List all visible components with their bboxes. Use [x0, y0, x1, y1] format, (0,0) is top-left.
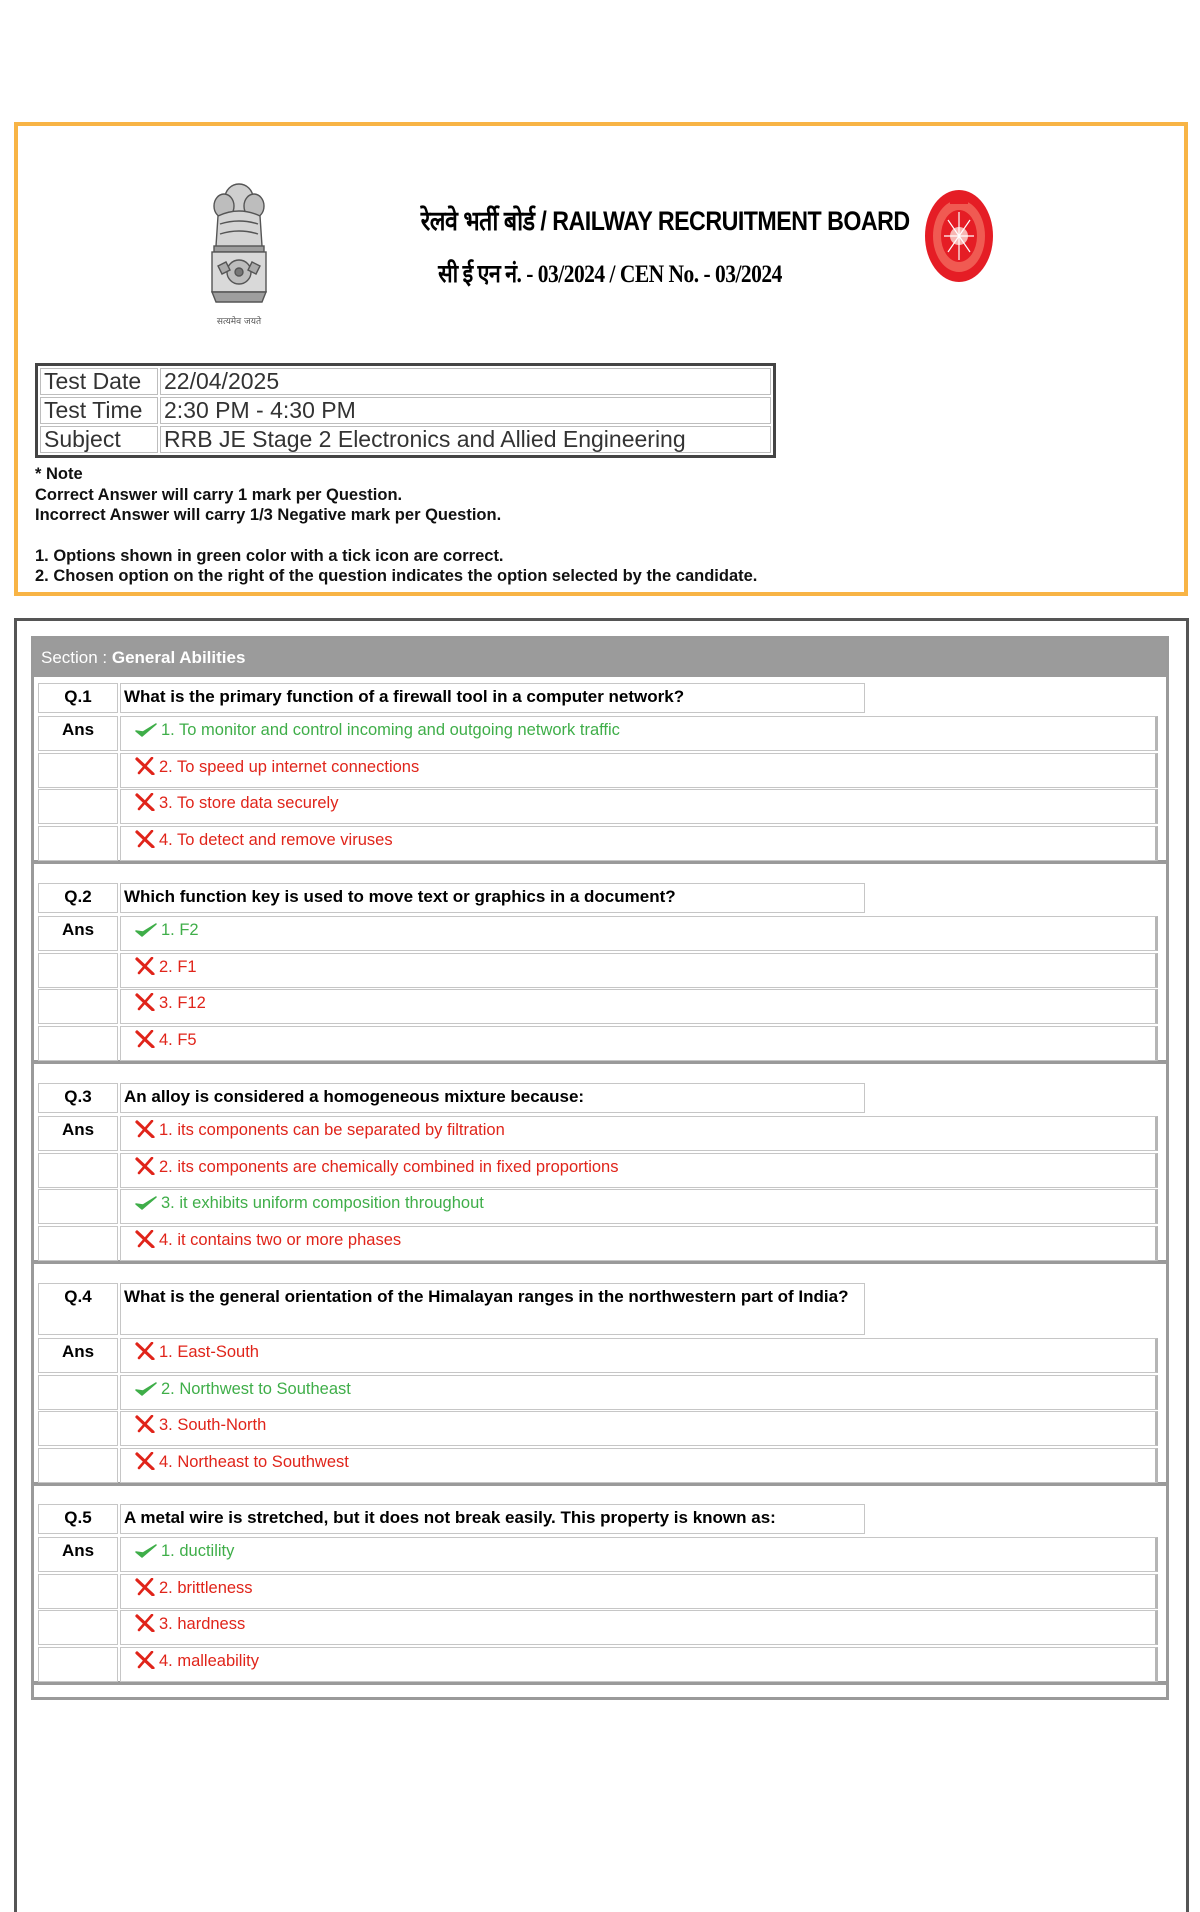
- question-number: Q.3: [38, 1083, 118, 1113]
- question-text: What is the general orientation of the Himalayan ranges in the northwestern part of India?: [120, 1283, 865, 1335]
- subject-row: [40, 426, 771, 453]
- cross-icon: [135, 1578, 155, 1596]
- option-row: [38, 753, 1166, 788]
- option-row: [38, 1448, 1166, 1483]
- cen-number: सी ई एन नं. - 03/2024 / CEN No. - 03/2024: [438, 261, 782, 288]
- answer-label: Ans: [38, 1116, 118, 1151]
- option-row: [38, 1537, 1166, 1572]
- correct-option: [120, 1537, 1158, 1572]
- answer-label-blank: [38, 1153, 118, 1188]
- question-text: Which function key is used to move text or graphics in a document?: [120, 883, 865, 913]
- option-text: 1. ductility: [161, 1542, 235, 1560]
- incorrect-option: [120, 1026, 1158, 1061]
- answer-label-blank: [38, 1226, 118, 1261]
- incorrect-option: [120, 1610, 1158, 1645]
- note-correct-marks: Correct Answer will carry 1 mark per Question.: [35, 485, 403, 504]
- question-block: [34, 1500, 1166, 1685]
- answer-label-blank: [38, 1375, 118, 1410]
- answer-label-blank: [38, 1448, 118, 1483]
- option-text: 3. To store data securely: [159, 794, 339, 812]
- cross-icon: [135, 1452, 155, 1470]
- question-row: [38, 1083, 1166, 1113]
- option-row: [38, 989, 1166, 1024]
- option-row: [38, 1189, 1166, 1224]
- option-row: [38, 1226, 1166, 1261]
- question-text: An alloy is considered a homogeneous mixture because:: [120, 1083, 865, 1113]
- question-block: [34, 1079, 1166, 1264]
- answer-label-blank: [38, 1411, 118, 1446]
- incorrect-option: [120, 1226, 1158, 1261]
- section-name: General Abilities: [111, 648, 246, 667]
- tick-icon: [135, 1195, 157, 1211]
- cross-icon: [135, 1230, 155, 1248]
- incorrect-option: [120, 1411, 1158, 1446]
- option-text: 2. F1: [159, 957, 197, 976]
- cross-icon: [135, 957, 155, 975]
- answer-label: Ans: [38, 916, 118, 951]
- question-text: A metal wire is stretched, but it does not break easily. This property is known as:: [120, 1504, 865, 1534]
- option-text: 1. East-South: [159, 1343, 259, 1361]
- incorrect-option: [120, 1153, 1158, 1188]
- answer-label-blank: [38, 789, 118, 824]
- option-row: [38, 1647, 1166, 1682]
- cross-icon: [135, 1415, 155, 1433]
- option-text: 1. F2: [161, 921, 199, 939]
- option-text: 4. Northeast to Southwest: [159, 1452, 349, 1471]
- answer-label: Ans: [38, 1338, 118, 1373]
- question-block: [34, 679, 1166, 864]
- tick-icon: [135, 722, 157, 738]
- section-panel: [31, 636, 1169, 1700]
- incorrect-option: [120, 1647, 1158, 1682]
- answer-label-blank: [38, 1610, 118, 1645]
- question-row: [38, 1504, 1166, 1534]
- question-number: Q.1: [38, 683, 118, 713]
- note-title: * Note: [35, 465, 83, 483]
- option-row: [38, 1610, 1166, 1645]
- option-row: [38, 1338, 1166, 1373]
- question-text: What is the primary function of a firewall tool in a computer network?: [120, 683, 865, 713]
- correct-option: [120, 1189, 1158, 1224]
- question-number: Q.5: [38, 1504, 118, 1534]
- option-text: 3. South-North: [159, 1416, 267, 1434]
- incorrect-option: [120, 826, 1158, 861]
- correct-option: [120, 1375, 1158, 1410]
- option-row: [38, 1153, 1166, 1188]
- note-chosen-option: 2. Chosen option on the right of the question indicates the option selected by the candidate.: [35, 567, 758, 585]
- answer-label: Ans: [38, 1537, 118, 1572]
- option-text: 3. hardness: [159, 1615, 246, 1633]
- option-text: 4. F5: [159, 1030, 197, 1049]
- question-block: [34, 1279, 1166, 1486]
- header-box: [14, 122, 1188, 596]
- cross-icon: [135, 1120, 155, 1138]
- cross-icon: [135, 1342, 155, 1360]
- answer-label-blank: [38, 1574, 118, 1609]
- incorrect-option: [120, 1448, 1158, 1483]
- test-time-value: 2:30 PM - 4:30 PM: [160, 397, 771, 424]
- subject-label: Subject: [40, 426, 158, 453]
- option-row: [38, 716, 1166, 751]
- question-row: [38, 683, 1166, 713]
- correct-option: [120, 916, 1158, 951]
- incorrect-option: [120, 989, 1158, 1024]
- cross-icon: [135, 1030, 155, 1048]
- option-row: [38, 789, 1166, 824]
- option-text: 2. its components are chemically combined in fixed proportions: [159, 1157, 619, 1176]
- option-row: [38, 1116, 1166, 1151]
- option-text: 1. To monitor and control incoming and outgoing network traffic: [161, 721, 620, 739]
- option-row: [38, 1375, 1166, 1410]
- answer-label-blank: [38, 953, 118, 988]
- cross-icon: [135, 830, 155, 848]
- question-row: [38, 1283, 1166, 1335]
- option-text: 4. it contains two or more phases: [159, 1230, 402, 1249]
- answer-label-blank: [38, 753, 118, 788]
- incorrect-option: [120, 753, 1158, 788]
- incorrect-option: [120, 789, 1158, 824]
- incorrect-option: [120, 1574, 1158, 1609]
- answer-label-blank: [38, 826, 118, 861]
- test-date-label: Test Date: [40, 368, 158, 395]
- incorrect-option: [120, 953, 1158, 988]
- option-text: 4. To detect and remove viruses: [159, 830, 393, 849]
- option-text: 1. its components can be separated by filtration: [159, 1121, 505, 1139]
- note-green-options: 1. Options shown in green color with a tick icon are correct.: [35, 546, 504, 565]
- test-info-table: [35, 363, 776, 458]
- test-time-row: [40, 397, 771, 424]
- answer-label-blank: [38, 1026, 118, 1061]
- svg-text:सत्यमेव जयते: सत्यमेव जयते: [216, 317, 262, 327]
- answer-label-blank: [38, 989, 118, 1024]
- option-text: 3. F12: [159, 994, 206, 1012]
- cross-icon: [135, 1614, 155, 1632]
- cross-icon: [135, 793, 155, 811]
- section-prefix: Section :: [41, 648, 112, 667]
- option-row: [38, 916, 1166, 951]
- incorrect-option: [120, 1116, 1158, 1151]
- correct-option: [120, 716, 1158, 751]
- tick-icon: [135, 1543, 157, 1559]
- option-row: [38, 1574, 1166, 1609]
- question-number: Q.4: [38, 1283, 118, 1335]
- option-row: [38, 1026, 1166, 1061]
- answer-label-blank: [38, 1647, 118, 1682]
- tick-icon: [135, 922, 157, 938]
- option-text: 2. To speed up internet connections: [159, 757, 420, 776]
- indian-railways-logo-icon: [922, 188, 996, 284]
- answer-label: Ans: [38, 716, 118, 751]
- option-row: [38, 953, 1166, 988]
- option-row: [38, 1411, 1166, 1446]
- cross-icon: [135, 757, 155, 775]
- test-date-row: [40, 368, 771, 395]
- cross-icon: [135, 993, 155, 1011]
- option-text: 2. brittleness: [159, 1578, 253, 1597]
- cross-icon: [135, 1651, 155, 1669]
- question-block: [34, 879, 1166, 1064]
- option-text: 3. it exhibits uniform composition throughout: [161, 1194, 484, 1212]
- option-text: 4. malleability: [159, 1651, 259, 1670]
- subject-value: RRB JE Stage 2 Electronics and Allied Engineering: [160, 426, 771, 453]
- answer-label-blank: [38, 1189, 118, 1224]
- note-negative-marks: Incorrect Answer will carry 1/3 Negative mark per Question.: [35, 506, 502, 524]
- incorrect-option: [120, 1338, 1158, 1373]
- test-date-value: 22/04/2025: [160, 368, 771, 395]
- option-text: 2. Northwest to Southeast: [161, 1379, 351, 1398]
- cross-icon: [135, 1157, 155, 1175]
- tick-icon: [135, 1381, 157, 1397]
- question-number: Q.2: [38, 883, 118, 913]
- question-row: [38, 883, 1166, 913]
- notes: [35, 464, 1135, 587]
- board-title: रेलवे भर्ती बोर्ड / RAILWAY RECRUITMENT BOARD: [420, 206, 910, 236]
- section-header: [34, 639, 1166, 677]
- national-emblem-icon: [204, 176, 274, 336]
- option-row: [38, 826, 1166, 861]
- test-time-label: Test Time: [40, 397, 158, 424]
